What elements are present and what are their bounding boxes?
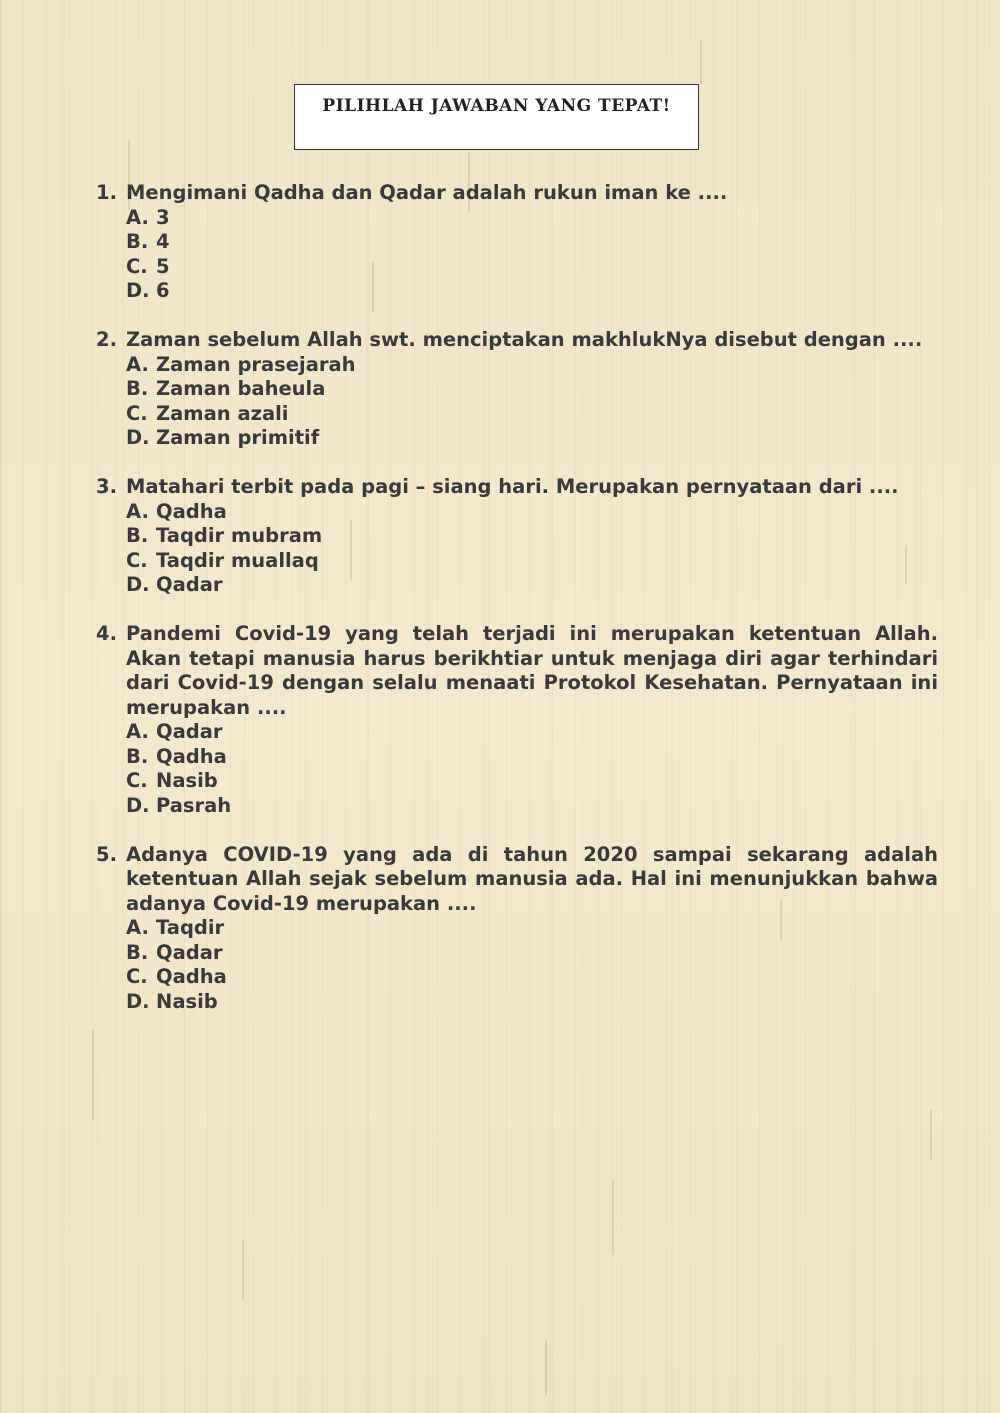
option-text: Zaman azali xyxy=(156,401,289,425)
question-number: 4. xyxy=(96,622,117,645)
option-list xyxy=(126,500,938,598)
option-text: 5 xyxy=(156,254,170,278)
answer-option xyxy=(126,549,938,574)
question-item xyxy=(96,843,938,1015)
option-letter: C. xyxy=(126,965,148,988)
option-text: Taqdir mubram xyxy=(156,524,323,547)
option-letter: B. xyxy=(126,524,149,547)
grain-streak xyxy=(700,40,702,85)
option-text: Qadha xyxy=(156,965,227,988)
option-text: Nasib xyxy=(156,769,218,792)
grain-streak xyxy=(242,1240,244,1300)
option-list xyxy=(126,720,938,818)
answer-option xyxy=(126,353,938,378)
option-letter: A. xyxy=(126,916,149,939)
answer-option xyxy=(126,230,938,255)
option-letter: D. xyxy=(126,793,150,817)
answer-option xyxy=(126,255,938,280)
option-text: Qadar xyxy=(156,720,223,743)
answer-option xyxy=(126,426,938,451)
option-letter: D. xyxy=(126,573,150,596)
question-text: Adanya COVID-19 yang ada di tahun 2020 sampai sekarang adalah ketentuan Allah sejak sebelum manusia ada. Hal ini menunjukkan bahwa adanya Covid-19 merupakan .... xyxy=(126,842,938,915)
answer-option xyxy=(126,500,938,525)
option-text: Pasrah xyxy=(156,793,232,817)
grain-streak xyxy=(545,1340,547,1395)
option-letter: C. xyxy=(126,769,148,792)
option-text: Qadar xyxy=(156,573,223,596)
option-letter: A. xyxy=(126,352,149,376)
option-letter: B. xyxy=(126,230,149,253)
option-text: Qadar xyxy=(156,940,223,964)
page-title: PILIHLAH JAWABAN YANG TEPAT! xyxy=(322,96,671,116)
option-list xyxy=(126,916,938,1014)
option-letter: B. xyxy=(126,744,149,768)
answer-option xyxy=(126,990,938,1015)
option-text: Taqdir xyxy=(156,916,225,939)
answer-option xyxy=(126,377,938,402)
question-list xyxy=(96,181,938,1039)
grain-streak xyxy=(612,1180,614,1255)
question-number: 5. xyxy=(96,842,117,866)
answer-option xyxy=(126,965,938,990)
question-number: 1. xyxy=(96,181,117,204)
answer-option xyxy=(126,402,938,427)
answer-option xyxy=(126,573,938,598)
option-letter: A. xyxy=(126,499,149,523)
question-item xyxy=(96,475,938,598)
option-text: Zaman prasejarah xyxy=(156,352,356,376)
question-item xyxy=(96,622,938,818)
answer-option xyxy=(126,206,938,231)
answer-option xyxy=(126,524,938,549)
option-text: Zaman baheula xyxy=(156,377,326,400)
grain-streak xyxy=(92,1030,94,1120)
option-text: Taqdir muallaq xyxy=(156,548,319,572)
option-text: Zaman primitif xyxy=(156,426,320,449)
option-letter: A. xyxy=(126,205,149,229)
grain-streak xyxy=(930,1110,932,1160)
question-text: Zaman sebelum Allah swt. menciptakan makhlukNya disebut dengan .... xyxy=(126,328,923,351)
question-text: Matahari terbit pada pagi – siang hari. Merupakan pernyataan dari .... xyxy=(126,475,899,498)
option-list xyxy=(126,353,938,451)
option-text: Nasib xyxy=(156,989,218,1013)
option-list xyxy=(126,206,938,304)
question-text: Mengimani Qadha dan Qadar adalah rukun iman ke .... xyxy=(126,181,728,204)
question-number: 3. xyxy=(96,475,117,498)
option-letter: D. xyxy=(126,989,150,1013)
option-letter: B. xyxy=(126,940,149,964)
question-item xyxy=(96,181,938,304)
answer-option xyxy=(126,745,938,770)
option-letter: C. xyxy=(126,254,148,278)
option-letter: B. xyxy=(126,377,149,400)
option-text: 3 xyxy=(156,205,170,229)
answer-option xyxy=(126,279,938,304)
option-letter: A. xyxy=(126,720,149,743)
title-box xyxy=(294,84,699,150)
option-text: Qadha xyxy=(156,499,227,523)
question-number: 2. xyxy=(96,328,117,351)
option-letter: C. xyxy=(126,401,148,425)
option-text: Qadha xyxy=(156,744,227,768)
answer-option xyxy=(126,769,938,794)
option-letter: D. xyxy=(126,426,150,449)
answer-option xyxy=(126,720,938,745)
option-letter: C. xyxy=(126,548,148,572)
option-text: 4 xyxy=(156,230,170,253)
answer-option xyxy=(126,794,938,819)
answer-option xyxy=(126,916,938,941)
option-letter: D. xyxy=(126,279,150,302)
answer-option xyxy=(126,941,938,966)
question-item xyxy=(96,328,938,451)
question-text: Pandemi Covid-19 yang telah terjadi ini merupakan ketentuan Allah. Akan tetapi manusia harus berikhtiar untuk menjaga diri agar terhindari dari Covid-19 dengan selalu menaati Protokol Kesehatan. Pernyataan ini merupakan .... xyxy=(126,622,938,719)
option-text: 6 xyxy=(156,279,170,302)
